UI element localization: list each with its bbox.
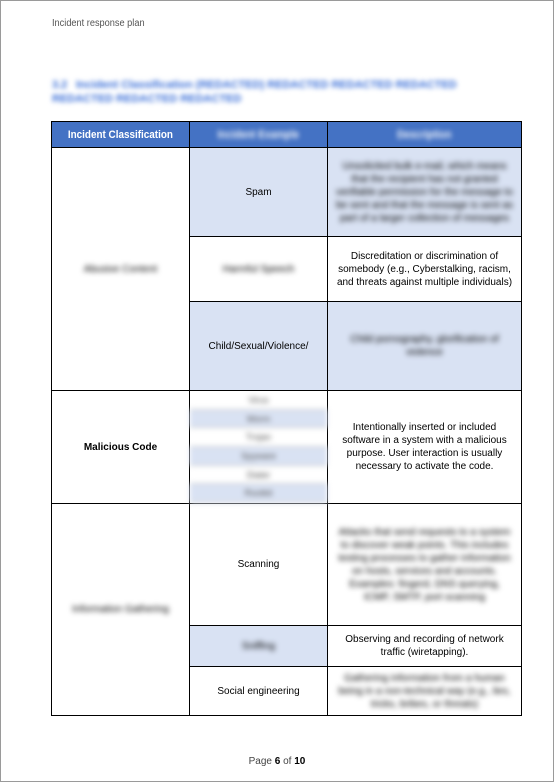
- example-cell: Sniffing: [190, 626, 328, 667]
- description-cell: Unsolicited bulk e-mail, which means that the recipient has not granted verifiable permission for the message to be sent and that the message is sent as part of a larger collection of messages: [328, 148, 522, 237]
- table-row: [52, 148, 522, 237]
- description-cell: Intentionally inserted or included software in a system with a malicious purpose. User interaction is usually necessary to activate the code.: [328, 391, 522, 504]
- description-cell: Child pornography, glorification of violence: [328, 302, 522, 391]
- section-number: 3.2: [52, 79, 68, 91]
- example-cell: Scanning: [190, 504, 328, 626]
- classification-cell: Malicious Code: [52, 391, 190, 504]
- list-item: Dialer: [190, 466, 327, 485]
- incident-classification-table: [51, 121, 522, 716]
- description-cell: Attacks that send requests to a system to discover weak points. This includes testing processes to gather information on hosts, services and accounts. Examples: fingerd, DNS querying, ICMP, SMTP, port scanning: [328, 504, 522, 626]
- list-item: Spyware: [190, 447, 327, 466]
- total-pages: 10: [294, 756, 306, 767]
- table-row: [52, 391, 522, 504]
- table-header-row: [52, 122, 522, 148]
- list-item: Worm: [190, 410, 327, 429]
- example-cell: Child/Sexual/Violence/: [190, 302, 328, 391]
- header-classification: Incident Classification: [52, 122, 190, 148]
- list-item: Rootkit: [190, 484, 327, 503]
- classification-cell: Abusive Content: [52, 148, 190, 391]
- list-item: Trojan: [190, 428, 327, 447]
- description-cell: Discreditation or discrimination of somebody (e.g., Cyberstalking, racism, and threats against multiple individuals): [328, 237, 522, 302]
- current-page: 6: [274, 756, 281, 767]
- example-cell: Social engineering: [190, 667, 328, 716]
- section-heading: [52, 78, 502, 106]
- document-header: Incident response plan: [52, 18, 145, 29]
- header-example: Incident Example: [190, 122, 328, 148]
- description-cell: Observing and recording of network traffic (wiretapping).: [328, 626, 522, 667]
- example-list-cell: [190, 391, 328, 504]
- description-cell: Gathering information from a human being in a non-technical way (e.g., lies, tricks, bribes, or threats): [328, 667, 522, 716]
- table-row: [52, 504, 522, 626]
- example-cell: Spam: [190, 148, 328, 237]
- classification-cell: Information Gathering: [52, 504, 190, 716]
- section-title: Incident Classification (REDACTED) REDACTED REDACTED REDACTED REDACTED REDACTED REDACTED: [52, 79, 457, 105]
- example-cell: Harmful Speech: [190, 237, 328, 302]
- list-item: Virus: [190, 391, 327, 410]
- header-description: Description: [328, 122, 522, 148]
- malware-type-list: [190, 391, 327, 503]
- page-number: Page 6 of 10: [248, 756, 306, 767]
